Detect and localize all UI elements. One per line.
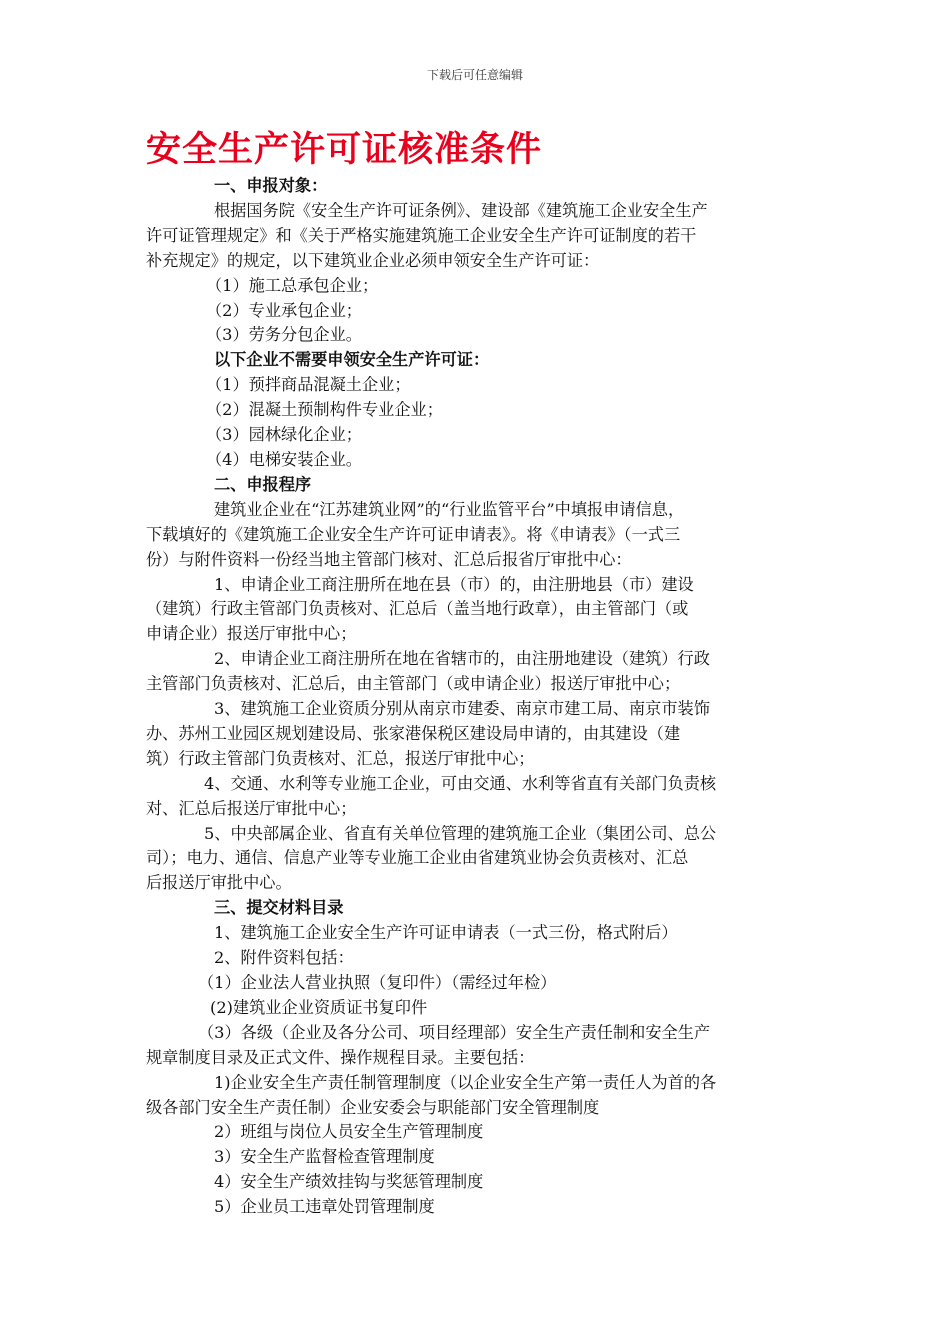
body-line: 5）企业员工违章处罚管理制度 bbox=[214, 1197, 435, 1217]
body-line: （3）各级（企业及各分公司、项目经理部）安全生产责任制和安全生产 bbox=[198, 1022, 711, 1042]
body-line: （1）预拌商品混凝土企业； bbox=[206, 375, 411, 395]
body-line: 建筑业企业在“江苏建筑业网”的“行业监管平台”中填报申请信息， bbox=[214, 499, 685, 519]
body-line: （3）劳务分包企业。 bbox=[206, 325, 362, 345]
body-line: 办、苏州工业园区规划建设局、张家港保税区建设局申请的，由其建设（建 bbox=[146, 723, 681, 743]
section-heading: 二、申报程序 bbox=[214, 474, 312, 494]
body-line: 1)企业安全生产责任制管理制度（以企业安全生产第一责任人为首的各 bbox=[214, 1072, 717, 1092]
body-line: （2）混凝土预制构件专业企业； bbox=[206, 400, 443, 420]
body-line: 补充规定》的规定，以下建筑业企业必须申领安全生产许可证： bbox=[146, 250, 600, 270]
body-line: 申请企业）报送厅审批中心； bbox=[146, 624, 357, 644]
body-line: 根据国务院《安全生产许可证条例》、建设部《建筑施工企业安全生产 bbox=[214, 200, 708, 220]
document-body bbox=[146, 174, 806, 1220]
body-line: 2、申请企业工商注册所在地在省辖市的，由注册地建设（建筑）行政 bbox=[214, 649, 710, 669]
body-line: 规章制度目录及正式文件、操作规程目录。主要包括： bbox=[146, 1047, 535, 1067]
body-line: 级各部门安全生产责任制）企业安委会与职能部门安全管理制度 bbox=[146, 1097, 600, 1117]
body-line: 4、交通、水利等专业施工企业，可由交通、水利等省直有关部门负责核 bbox=[204, 773, 717, 793]
body-line: （1）施工总承包企业； bbox=[206, 275, 379, 295]
body-line: （4）电梯安装企业。 bbox=[206, 449, 362, 469]
body-line: 1、建筑施工企业安全生产许可证申请表（一式三份，格式附后） bbox=[214, 923, 678, 943]
body-line: 司）；电力、通信、信息产业等专业施工企业由省建筑业协会负责核对、汇总 bbox=[146, 848, 689, 868]
body-line: 下载填好的《建筑施工企业安全生产许可证申请表》。将《申请表》（一式三 bbox=[146, 524, 681, 544]
section-heading: 以下企业不需要申领安全生产许可证： bbox=[214, 350, 490, 370]
body-line: 4）安全生产绩效挂钩与奖惩管理制度 bbox=[214, 1172, 484, 1192]
body-line: 2、附件资料包括： bbox=[214, 948, 354, 968]
body-line: (2)建筑业企业资质证书复印件 bbox=[210, 997, 428, 1017]
document-title: 安全生产许可证核准条件 bbox=[146, 129, 543, 170]
body-line: 筑）行政主管部门负责核对、汇总，报送厅审批中心； bbox=[146, 748, 535, 768]
page-header-note: 下载后可任意编辑 bbox=[426, 68, 523, 82]
body-line: （3）园林绿化企业； bbox=[206, 425, 362, 445]
body-line: 主管部门负责核对、汇总后，由主管部门（或申请企业）报送厅审批中心； bbox=[146, 674, 681, 694]
body-line: 5、中央部属企业、省直有关单位管理的建筑施工企业（集团公司、总公 bbox=[204, 823, 717, 843]
body-line: （建筑）行政主管部门负责核对、汇总后（盖当地行政章），由主管部门（或 bbox=[146, 599, 689, 619]
body-line: 后报送厅审批中心。 bbox=[146, 873, 292, 893]
section-heading: 三、提交材料目录 bbox=[214, 898, 344, 918]
body-line: 许可证管理规定》和《关于严格实施建筑施工企业安全生产许可证制度的若干 bbox=[146, 225, 697, 245]
section-heading: 一、申报对象： bbox=[214, 176, 328, 195]
body-line: 3、建筑施工企业资质分别从南京市建委、南京市建工局、南京市装饰 bbox=[214, 699, 710, 719]
body-line: （1）企业法人营业执照（复印件）（需经过年检） bbox=[198, 973, 557, 992]
body-line: 3）安全生产监督检查管理制度 bbox=[214, 1147, 435, 1167]
body-line: 对、汇总后报送厅审批中心； bbox=[146, 798, 357, 818]
body-line: 1、申请企业工商注册所在地在县（市）的，由注册地县（市）建设 bbox=[214, 574, 694, 594]
body-line: （2）专业承包企业； bbox=[206, 300, 362, 320]
body-line: 份）与附件资料一份经当地主管部门核对、汇总后报省厅审批中心： bbox=[146, 549, 632, 569]
body-line: 2）班组与岗位人员安全生产管理制度 bbox=[214, 1122, 484, 1142]
